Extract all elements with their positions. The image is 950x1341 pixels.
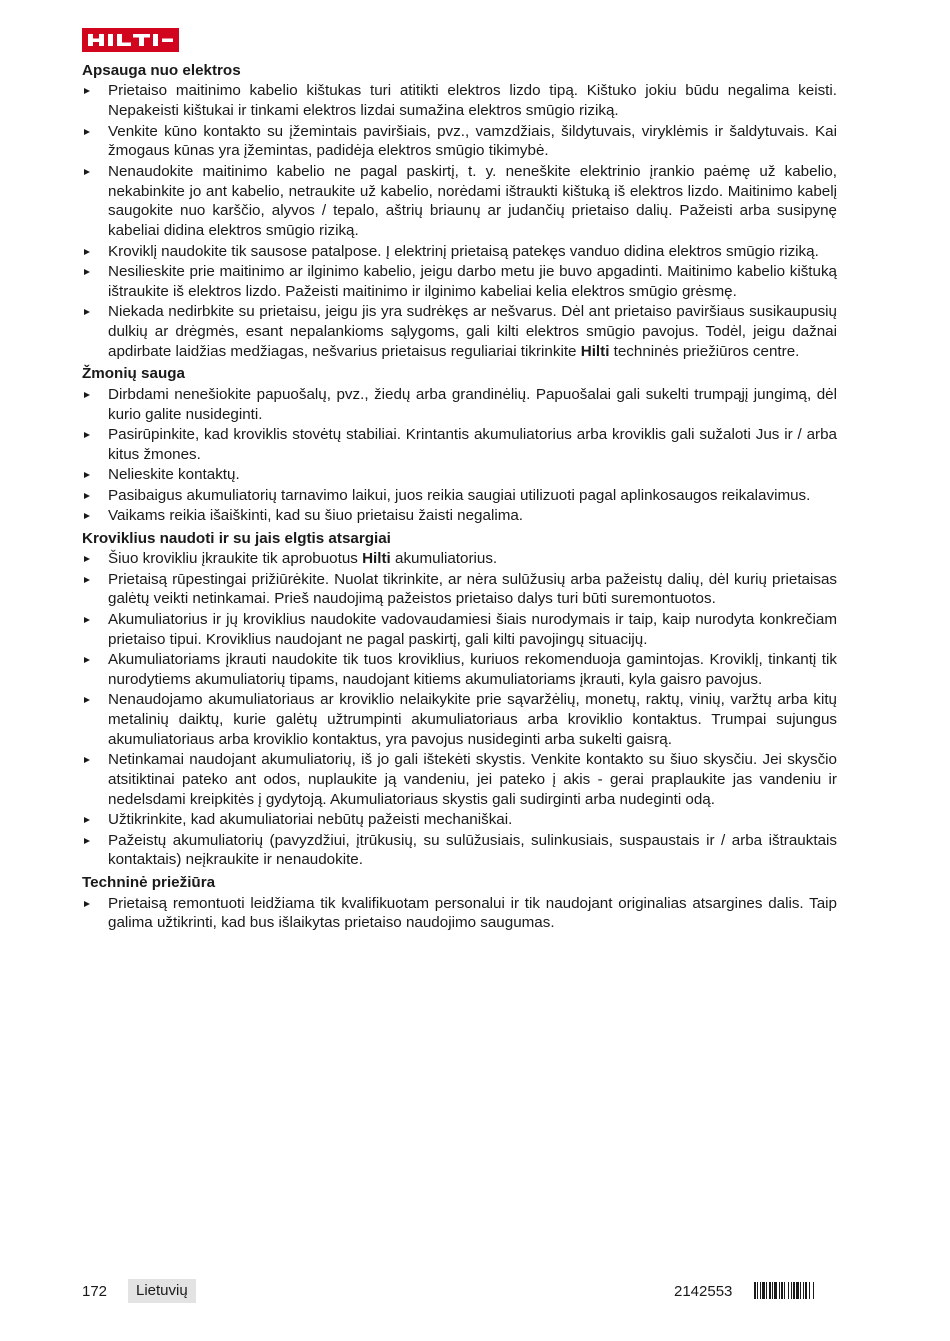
list-item: Niekada nedirbkite su prietaisu, jeigu jis yra sudrėkęs ar nešvarus. Dėl ant prietaiso paviršiaus susikaupusių dulkių ar drėgmės, esant nepalankioms sąlygoms, gali kilti elektros smūgio pavojus. Todėl, jeigu dažnai apdirbate laidžias medžiagas, nešvarius prietaisus reguliariai tikrinkite Hilti techninės priežiūros centre.	[82, 302, 837, 361]
section-heading-charger-use: Kroviklius naudoti ir su jais elgtis atsargiai	[82, 529, 391, 547]
section-heading-maintenance: Techninė priežiūra	[82, 873, 216, 891]
list-item: Prietaiso maitinimo kabelio kištukas turi atitikti elektros lizdo tipą. Kištuko jokiu būdu negalima keisti. Nepakeisti kištukai ir tinkami elektros lizdai sumažina elektros smūgio riziką.	[82, 81, 837, 121]
list-item: Užtikrinkite, kad akumuliatoriai nebūtų pažeisti mechaniškai.	[82, 810, 837, 830]
list-item: Nelieskite kontaktų.	[82, 465, 837, 485]
list-item: Kroviklį naudokite tik sausose patalpose. Į elektrinį prietaisą patekęs vanduo didina elektros smūgio riziką.	[82, 242, 837, 262]
list-maintenance	[82, 894, 837, 934]
list-item: Šiuo krovikliu įkraukite tik aprobuotus Hilti akumuliatorius.	[82, 549, 837, 569]
document-code: 2142553	[674, 1283, 733, 1300]
list-item: Vaikams reikia išaiškinti, kad su šiuo prietaisu žaisti negalima.	[82, 506, 837, 526]
list-item: Akumuliatoriams įkrauti naudokite tik tuos kroviklius, kuriuos rekomenduoja gamintojas. Kroviklį, tinkantį tik nurodytiems akumuliatorių tipams, naudojant kitiems akumuliatoriams įkrauti, kyla gaisro pavojus.	[82, 650, 837, 690]
list-item: Prietaisą remontuoti leidžiama tik kvalifikuotam personalui ir tik naudojant originalias atsargines dalis. Taip galima užtikrinti, kad bus išlaikytas prietaiso naudojimo saugumas.	[82, 894, 837, 934]
list-electrical-safety	[82, 81, 837, 361]
list-item: Nesilieskite prie maitinimo ar ilginimo kabelio, jeigu darbo metu jie buvo apgadinti. Maitinimo kabelio kištuką ištraukite iš elektros lizdo. Pažeisti maitinimo ir ilginimo kabeliai kelia elektros smūgio grėsmę.	[82, 262, 837, 302]
language-tab: Lietuvių	[128, 1279, 196, 1303]
page-number: 172	[82, 1283, 108, 1300]
list-charger-use	[82, 549, 837, 870]
list-personal-safety	[82, 385, 837, 526]
section-heading-personal-safety: Žmonių sauga	[82, 365, 185, 383]
list-item: Venkite kūno kontakto su įžemintais paviršiais, pvz., vamzdžiais, šildytuvais, viryklėmis ir šaldytuvais. Kai žmogaus kūnas yra įžemintas, padidėja elektros smūgio tikimybė.	[82, 122, 837, 162]
hilti-logo	[82, 28, 179, 52]
document-body	[82, 60, 837, 934]
barcode-icon	[754, 1282, 837, 1299]
list-item: Nenaudokite maitinimo kabelio ne pagal paskirtį, t. y. neneškite elektrinio įrankio paėmę už kabelio, nekabinkite jo ant kabelio, netraukite už kabelio, norėdami ištraukti kištuką iš elektros lizdo. Maitinimo kabelį saugokite nuo karščio, alyvos / tepalo, aštrių briaunų ar judančių prietaiso dalių. Pažeisti arba susipynę kabeliai didina elektros smūgio riziką.	[82, 162, 837, 241]
list-item: Pažeistų akumuliatorių (pavyzdžiui, įtrūkusių, su sulūžusiais, sulinkusiais, suspaustais ir / arba ištrauktais kontaktais) neįkraukite ir nenaudokite.	[82, 831, 837, 871]
section-heading-electrical-safety: Apsauga nuo elektros	[82, 61, 241, 79]
page-footer	[82, 1279, 837, 1305]
list-item: Prietaisą rūpestingai prižiūrėkite. Nuolat tikrinkite, ar nėra sulūžusių arba pažeistų dalių, dėl kurių prietaisas galėtų veikti netinkamai. Prieš naudojimą pažeistos prietaiso dalys turi būti suremontuotos.	[82, 570, 837, 610]
list-item: Dirbdami nenešiokite papuošalų, pvz., žiedų arba grandinėlių. Papuošalai gali sukelti trumpąjį jungimą, dėl kurio galite nusideginti.	[82, 385, 837, 425]
list-item: Pasibaigus akumuliatorių tarnavimo laikui, juos reikia saugiai utilizuoti pagal aplinkosaugos reikalavimus.	[82, 486, 837, 506]
list-item: Netinkamai naudojant akumuliatorių, iš jo gali ištekėti skystis. Venkite kontakto su šiuo skysčiu. Jei skysčio atsitiktinai pateko ant odos, nuplaukite ją vandeniu, jei pateko į akis - gerai praplaukite jas vandeniu ir nedelsdami kreipkitės į gydytoją. Akumuliatoriaus skystis gali sudirginti arba nudeginti odą.	[82, 750, 837, 809]
list-item: Nenaudojamo akumuliatoriaus ar kroviklio nelaikykite prie sąvaržėlių, monetų, raktų, vinių, varžtų arba kitų metalinių daiktų, kurie galėtų užtrumpinti akumuliatoriaus arba kroviklio kontaktus. Trumpai sujungus akumuliatoriaus arba kroviklio kontaktus, yra pavojus nusideginti arba sukelti gaisrą.	[82, 690, 837, 749]
list-item: Akumuliatorius ir jų kroviklius naudokite vadovaudamiesi šiais nurodymais ir taip, kaip nurodyta konkrečiam prietaiso tipui. Kroviklius naudojant ne pagal paskirtį, gali kilti pavojingų situacijų.	[82, 610, 837, 650]
hilti-logo-icon	[86, 32, 175, 48]
list-item: Pasirūpinkite, kad kroviklis stovėtų stabiliai. Krintantis akumuliatorius arba kroviklis gali sužaloti Jus ir / arba kitus žmones.	[82, 425, 837, 465]
